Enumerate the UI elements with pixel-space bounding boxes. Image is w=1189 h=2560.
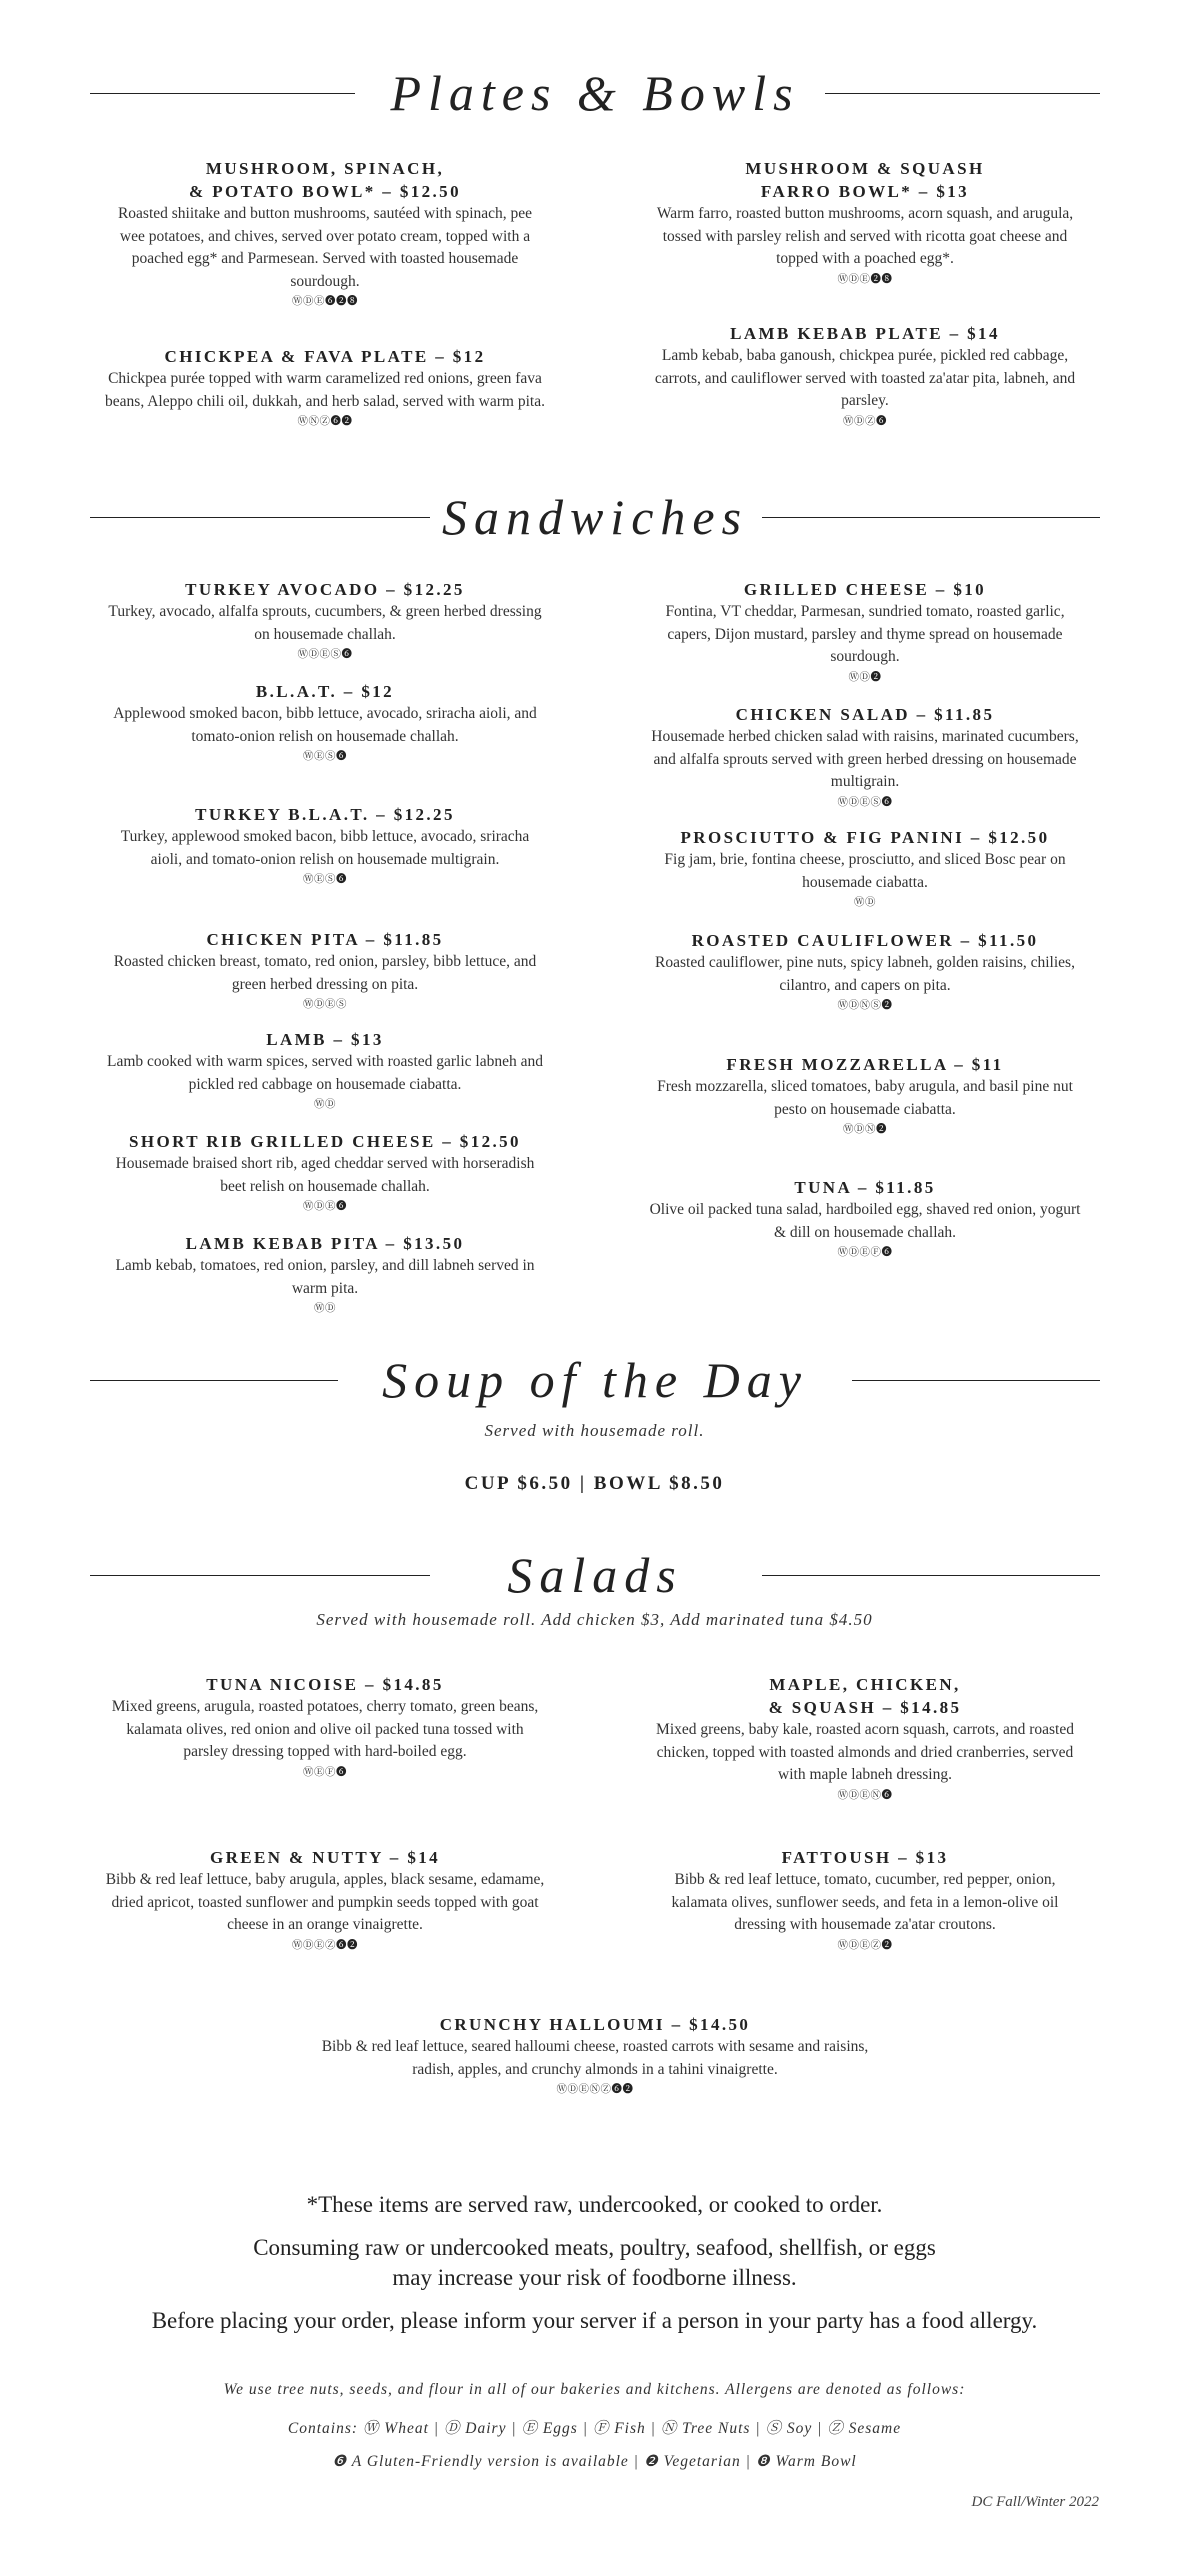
item-name: B.L.A.T. – $12 xyxy=(255,682,395,701)
item-name: CHICKPEA & FAVA PLATE – $12 xyxy=(164,347,486,366)
menu-item xyxy=(105,1130,545,1213)
item-name: TURKEY B.L.A.T. – $12.25 xyxy=(195,805,455,824)
section-title: Soup of the Day xyxy=(382,1352,808,1408)
allergen-icons: ⓌⒹⒺ❻ xyxy=(303,1200,347,1212)
sandwiches-header xyxy=(90,482,1100,552)
allergen-icons: ⓌⒹⒺⓈ xyxy=(303,998,347,1010)
allergen-icons: ⓌⒹ❷ xyxy=(848,670,882,683)
allergen-legend-intro: We use tree nuts, seeds, and flour in all of our bakeries and kitchens. Allergens are denoted as follows: xyxy=(223,2381,966,2398)
allergy-notice: Before placing your order, please inform your server if a person in your party has a food allergy. xyxy=(151,2308,1038,2333)
item-name: CRUNCHY HALLOUMI – $14.50 xyxy=(439,2015,751,2034)
allergen-legend-symbols: ❻ A Gluten-Friendly version is available | ❷ Vegetarian | ❽ Warm Bowl xyxy=(332,2453,857,2470)
item-description: Warm farro, roasted button mushrooms, acorn squash, and arugula, tossed with parsley relish and served with ricotta goat cheese and topped with a poached egg*. xyxy=(656,205,1074,267)
allergen-icons: ⓌⓃⓏ❻❷ xyxy=(297,415,353,427)
item-description: Applewood smoked bacon, bibb lettuce, avocado, sriracha aioli, and tomato-onion relish on housemade challah. xyxy=(113,705,537,745)
item-description: Fig jam, brie, fontina cheese, prosciutto, and sliced Bosc pear on housemade ciabatta. xyxy=(664,851,1066,891)
allergen-icons: ⓌⒹⒺⓃⓏ❻❷ xyxy=(556,2083,634,2095)
item-description: Fresh mozzarella, sliced tomatoes, baby arugula, and basil pine nut pesto on housemade ciabatta. xyxy=(657,1078,1073,1118)
item-description: Roasted cauliflower, pine nuts, spicy labneh, golden raisins, chilies, cilantro, and capers on pita. xyxy=(655,954,1075,994)
item-name: TUNA NICOISE – $14.85 xyxy=(206,1675,444,1694)
menu-item xyxy=(105,803,545,886)
salads-note: Served with housemade roll. Add chicken $3, Add marinated tuna $4.50 xyxy=(316,1610,873,1629)
item-description: Lamb kebab, baba ganoush, chickpea purée, pickled red cabbage, carrots, and cauliflower served with toasted za'atar pita, labneh, and parsley. xyxy=(654,347,1076,409)
allergen-icons: ⓌⒹⓃ❷ xyxy=(843,1123,887,1135)
menu-item xyxy=(105,1846,545,1952)
item-description: Mixed greens, baby kale, roasted acorn squash, carrots, and roasted chicken, topped with toasted almonds and dried cranberries, served with maple labneh dressing. xyxy=(656,1721,1074,1783)
divider xyxy=(825,93,1100,94)
menu-item xyxy=(645,578,1085,684)
item-description: Bibb & red leaf lettuce, tomato, cucumber, red pepper, onion, kalamata olives, sunflower seeds, and feta in a lemon-olive oil dressing with housemade za'atar croutons. xyxy=(671,1871,1059,1933)
allergen-icons: ⓌⒹ xyxy=(314,1302,336,1314)
item-description: Chickpea purée topped with warm caramelized red onions, green fava beans, Aleppo chili oil, dukkah, and herb salad, served with warm pita. xyxy=(105,370,545,410)
menu-item xyxy=(105,680,545,763)
item-description: Housemade braised short rib, aged cheddar served with horseradish beet relish on housemade challah. xyxy=(115,1155,535,1195)
plates-header xyxy=(90,58,1100,128)
item-description: Housemade herbed chicken salad with raisins, marinated cucumbers, and alfalfa sprouts served with green herbed dressing on housemade multigrain. xyxy=(651,728,1079,790)
menu-item xyxy=(105,157,545,308)
allergen-icons: ⓌⒹⒺⓈ❻ xyxy=(837,795,893,808)
item-name: MAPLE, CHICKEN, & SQUASH – $14.85 xyxy=(768,1675,962,1717)
menu-item xyxy=(645,826,1085,909)
item-description: Olive oil packed tuna salad, hardboiled egg, shaved red onion, yogurt & dill on housemade challah. xyxy=(649,1201,1081,1241)
soup-header xyxy=(90,1345,1100,1415)
consumption-warning-line1: Consuming raw or undercooked meats, poultry, seafood, shellfish, or eggs xyxy=(253,2235,936,2260)
menu-item xyxy=(645,1053,1085,1136)
item-description: Lamb kebab, tomatoes, red onion, parsley, and dill labneh served in warm pita. xyxy=(115,1257,535,1297)
menu-item xyxy=(105,1232,545,1315)
item-name: ROASTED CAULIFLOWER – $11.50 xyxy=(691,931,1039,950)
raw-notice: *These items are served raw, undercooked, or cooked to order. xyxy=(306,2192,883,2217)
allergen-icons: ⓌⒺⓈ❻ xyxy=(303,873,347,885)
allergen-icons: ⓌⒹⒺⓏ❷ xyxy=(837,1938,893,1951)
menu-item xyxy=(105,1673,545,1779)
allergen-icons: ⓌⒺⓈ❻ xyxy=(303,750,347,762)
menu-item xyxy=(105,578,545,661)
section-title: Plates & Bowls xyxy=(390,65,800,121)
allergen-icons: ⓌⒹⒺⓃ❻ xyxy=(837,1788,893,1801)
item-name: GRILLED CHEESE – $10 xyxy=(743,580,987,599)
salads-header xyxy=(90,1540,1100,1610)
menu-item xyxy=(105,1028,545,1111)
consumption-warning-line2: may increase your risk of foodborne illness. xyxy=(392,2265,797,2290)
soup-price: CUP $6.50 | BOWL $8.50 xyxy=(464,1473,725,1494)
divider xyxy=(762,517,1100,518)
menu-item xyxy=(320,2013,870,2096)
section-title: Salads xyxy=(507,1547,683,1603)
item-name: FATTOUSH – $13 xyxy=(781,1848,949,1867)
item-description: Turkey, avocado, alfalfa sprouts, cucumbers, & green herbed dressing on housemade challah. xyxy=(108,603,542,643)
item-name: MUSHROOM & SQUASH FARRO BOWL* – $13 xyxy=(745,159,985,201)
item-name: GREEN & NUTTY – $14 xyxy=(209,1848,441,1867)
item-description: Bibb & red leaf lettuce, seared halloumi cheese, roasted carrots with sesame and raisins, radish, apples, and crunchy almonds in a tahini vinaigrette. xyxy=(321,2038,869,2078)
divider xyxy=(852,1380,1100,1381)
item-name: CHICKEN SALAD – $11.85 xyxy=(735,705,995,724)
menu-item xyxy=(645,1673,1085,1802)
allergen-icons: ⓌⒹⒺⓈ❻ xyxy=(297,648,353,660)
allergen-icons: ⓌⒺⒻ❻ xyxy=(303,1765,347,1778)
allergen-icons: ⓌⒹⓏ❻ xyxy=(843,414,887,427)
item-description: Bibb & red leaf lettuce, baby arugula, apples, black sesame, edamame, dried apricot, toasted sunflower and pumpkin seeds topped with goat cheese in an orange vinaigrette. xyxy=(105,1871,545,1933)
item-name: MUSHROOM, SPINACH, & POTATO BOWL* – $12.50 xyxy=(189,159,461,201)
menu-item xyxy=(645,1176,1085,1259)
allergen-icons: ⓌⒹⒺ❷❽ xyxy=(837,272,893,285)
item-name: CHICKEN PITA – $11.85 xyxy=(206,930,444,949)
item-name: LAMB KEBAB PLATE – $14 xyxy=(730,324,1000,343)
menu-item xyxy=(105,345,545,428)
menu-item xyxy=(645,703,1085,809)
item-description: Mixed greens, arugula, roasted potatoes, cherry tomato, green beans, kalamata olives, red onion and olive oil packed tuna tossed with parsley dressing topped with hard-boiled egg. xyxy=(111,1698,539,1760)
menu-item xyxy=(645,157,1085,286)
item-name: LAMB KEBAB PITA – $13.50 xyxy=(185,1234,465,1253)
item-name: TUNA – $11.85 xyxy=(794,1178,936,1197)
item-description: Fontina, VT cheddar, Parmesan, sundried tomato, roasted garlic, capers, Dijon mustard, parsley and thyme spread on housemade sourdough. xyxy=(665,603,1065,665)
menu-item xyxy=(645,929,1085,1012)
allergen-legend-contains: Contains: Ⓦ Wheat | Ⓓ Dairy | Ⓔ Eggs | Ⓕ Fish | Ⓝ Tree Nuts | Ⓢ Soy | Ⓩ Sesame xyxy=(287,2420,902,2437)
divider xyxy=(762,1575,1100,1576)
item-name: SHORT RIB GRILLED CHEESE – $12.50 xyxy=(129,1132,521,1151)
allergen-icons: ⓌⒹ xyxy=(314,1098,336,1110)
item-description: Turkey, applewood smoked bacon, bibb lettuce, avocado, sriracha aioli, and tomato-onion relish on housemade multigrain. xyxy=(120,828,530,868)
item-description: Roasted chicken breast, tomato, red onion, parsley, bibb lettuce, and green herbed dressing on pita. xyxy=(113,953,537,993)
item-name: TURKEY AVOCADO – $12.25 xyxy=(185,580,465,599)
menu-item xyxy=(645,1846,1085,1952)
allergen-icons: ⓌⒹⓃⓈ❷ xyxy=(837,999,893,1011)
menu-item xyxy=(105,928,545,1011)
item-description: Lamb cooked with warm spices, served with roasted garlic labneh and pickled red cabbage on housemade ciabatta. xyxy=(106,1053,543,1093)
allergen-icons: ⓌⒹ xyxy=(854,896,876,908)
allergen-icons: ⓌⒹⒺⒻ❻ xyxy=(837,1246,893,1258)
section-title: Sandwiches xyxy=(441,489,749,545)
allergen-icons: ⓌⒹⒺ❻❷❽ xyxy=(292,295,358,307)
allergen-icons: ⓌⒹⒺⓏ❻❷ xyxy=(292,1938,358,1951)
menu-item xyxy=(645,322,1085,428)
soup-note: Served with housemade roll. xyxy=(484,1421,705,1440)
edition-label: DC Fall/Winter 2022 xyxy=(971,2494,1099,2510)
item-description: Roasted shiitake and button mushrooms, sautéed with spinach, pee wee potatoes, and chives, served over potato cream, topped with a poached egg* and Parmesean. Served with toasted housemade sourdough. xyxy=(117,205,533,290)
item-name: PROSCIUTTO & FIG PANINI – $12.50 xyxy=(680,828,1050,847)
item-name: FRESH MOZZARELLA – $11 xyxy=(726,1055,1004,1074)
item-name: LAMB – $13 xyxy=(266,1030,384,1049)
